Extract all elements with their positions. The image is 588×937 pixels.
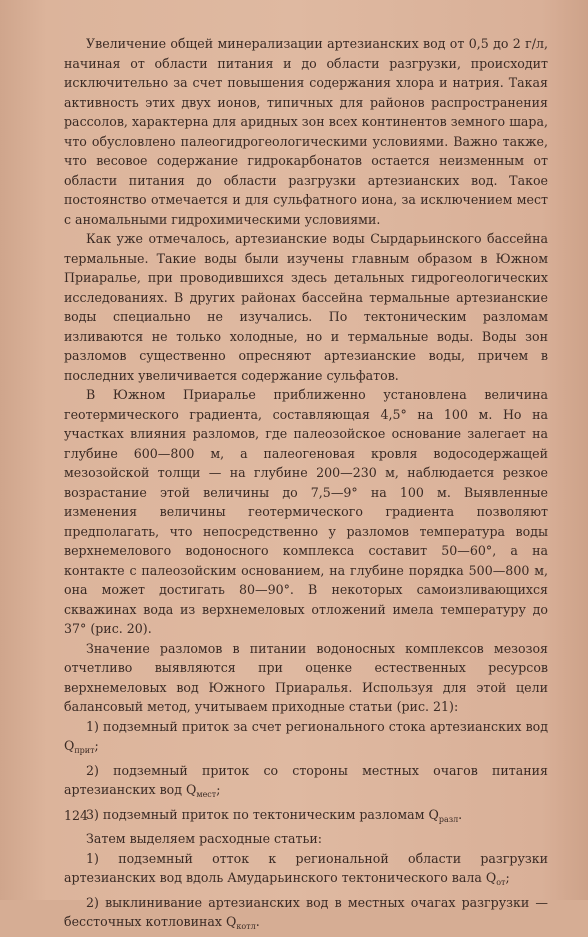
list-item-inflow-3: 3) подземный приток по тектоническим разломам $Q_{разл}$. <box>86 806 463 824</box>
paragraph-4: Значение разломов в питании водоносных комплексов мезозоя отчетливо выявляются при оценке естественных ресурсов верхнемеловых вод Южного Приаралья. Используя для этой цели балансовый метод, учитываем приходные статьи (рис. 21): <box>64 640 548 714</box>
paragraph-3: В Южном Приаралье приближенно установлена величина геотермического градиента, составляющая 4,5° на 100 м. Но на участках влияния разломов, где палеозойское основание залегает на глубине 600—800 м, а палеогеновая кровля водосодержащей мезозойской толщи — на глубине 200—230 м, наблюдается резкое возрастание этой величины до 7,5—9° на 100 м. Выявленные изменения величины геотермического градиента позволяют предполагать, что непосредственно у разломов температура воды верхнемелового водоносного комплекса составит 50—60°, а на контакте с палеозойским основанием, на глубине порядка 500—800 м, она может достигать 80—90°. В некоторых самоизливающихся скважинах вода из верхнемеловых отложений имела температуру до 37° (рис. 20). <box>64 387 548 636</box>
page-number: 124 <box>64 808 89 823</box>
paragraph-outflow-intro: Затем выделяем расходные статьи: <box>86 831 323 846</box>
paragraph-2: Как уже отмечалось, артезианские воды Сырдарьинского бассейна термальные. Такие воды были изучены главным образом в Южном Приаралье, при проводившихся здесь детальных гидрогеологических исследованиях. В других районах бассейна термальные артезианские воды специально не изучались. По тектоническим разломам изливаются не только холодные, но и термальные воды. Воды зон разломов существенно опресняют артезианские воды, причем в последних увеличивается содержание сульфатов. <box>64 231 548 383</box>
list-item-outflow-2: 2) выклинивание артезианских вод в местных очагах разгрузки — бессточных котловинах $Q_{котл}$. <box>64 894 548 931</box>
body-text <box>64 34 548 937</box>
list-item-outflow-1: 1) подземный отток к региональной области разгрузки артезианских вод вдоль Амударьинского тектонического вала $Q_{от}$; <box>64 850 548 887</box>
list-item-inflow-2: 2) подземный приток со стороны местных очагов питания артезианских вод $Q_{мест}$; <box>64 762 548 799</box>
list-item-inflow-1: 1) подземный приток за счет регионального стока артезианских вод $Q_{прит}$; <box>64 718 548 755</box>
paragraph-1: Увеличение общей минерализации артезианских вод от 0,5 до 2 г/л, начиная от области питания и до области разгрузки, происходит исключительно за счет повышения содержания хлора и натрия. Такая активность этих двух ионов, типичных для районов распространения рассолов, характерна для аридных зон всех континентов земного шара, что обусловлено палеогидрогеологическими условиями. Важно также, что весовое содержание гидрокарбонатов остается неизменным от области питания до области разгрузки артезианских вод. Такое постоянство отмечается и для сульфатного иона, за исключением мест с аномальными гидрохимическими условиями. <box>64 36 548 227</box>
